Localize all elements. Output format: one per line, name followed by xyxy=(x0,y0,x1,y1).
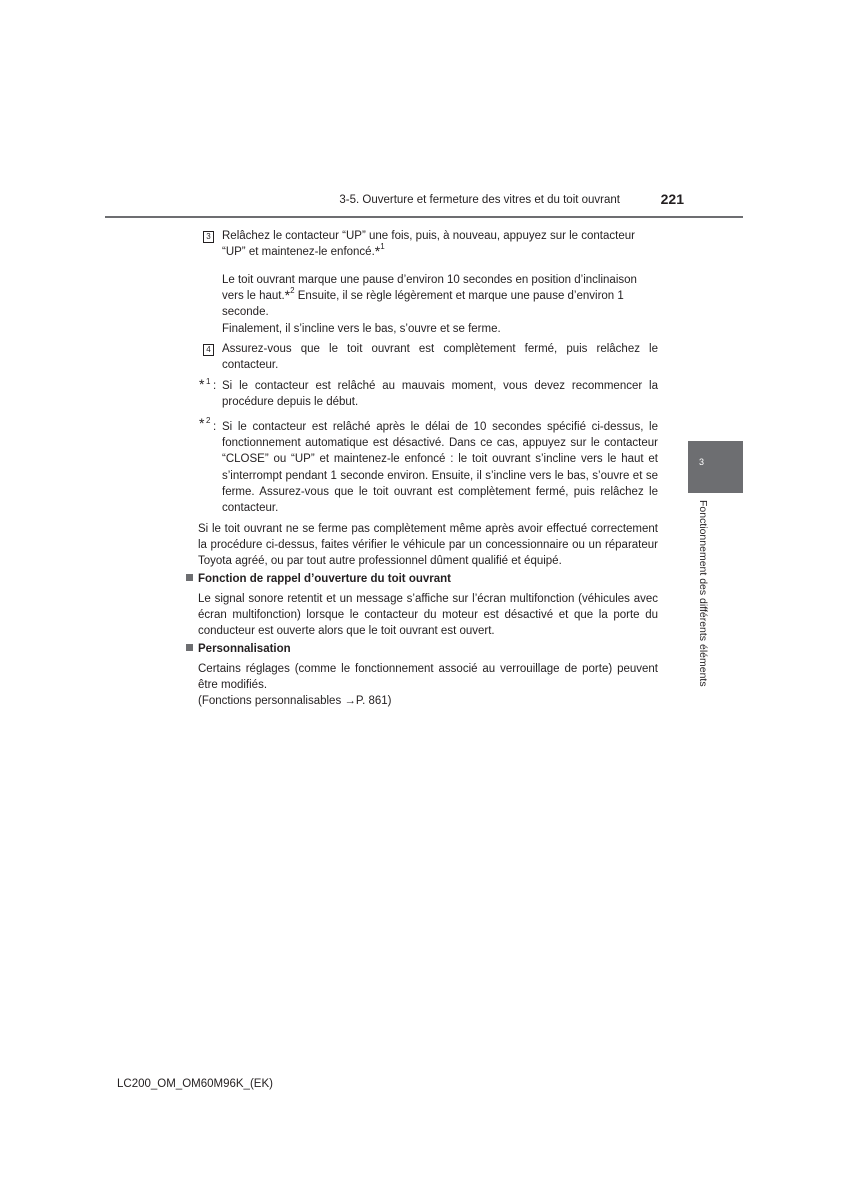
footnote-ref: 2 xyxy=(290,286,295,296)
footnote-star: * xyxy=(374,243,381,260)
footnote-1-text: Si le contacteur est relâché au mauvais moment, vous devez recommencer la procédure depuis le début. xyxy=(222,380,658,409)
step-3-detail xyxy=(222,272,658,337)
step-4-text: Assurez-vous que le toit ouvrant est complètement fermé, puis relâchez le contacteur. xyxy=(222,343,658,372)
step-3-line-1: Relâchez le contacteur “UP” une fois, puis, à nouveau, appuyez sur le contacteur xyxy=(222,230,635,242)
step-3-line-2: “UP” et maintenez-le enfoncé. xyxy=(222,246,375,259)
footnote-1-marker: 1 xyxy=(206,377,211,386)
section-heading xyxy=(186,643,291,655)
step-3-detail-d: Finalement, il s’incline vers le bas, s’ouvre et se ferme. xyxy=(222,322,501,335)
heading-bullet-icon xyxy=(186,644,193,651)
page-number: 221 xyxy=(660,191,684,207)
step-3-detail-c: seconde. xyxy=(222,306,269,319)
section-body: Le signal sonore retentit et un message s’affiche sur l’écran multifonction (véhicules avec écran multifonction) lorsque le contacteur du moteur est désactivé et que la porte du conducteur est ouverte alors que le toit ouvrant est ouvert. xyxy=(198,593,658,638)
section-heading-text: Fonction de rappel d’ouverture du toit ouvrant xyxy=(198,573,452,585)
section-heading xyxy=(186,573,451,585)
section-heading-text: Personnalisation xyxy=(198,643,291,655)
section-title: 3-5. Ouverture et fermeture des vitres et du toit ouvrant xyxy=(339,194,620,206)
step-number-box: 4 xyxy=(203,344,214,356)
chapter-label: Fonctionnement des différents éléments xyxy=(697,500,709,687)
heading-bullet-icon xyxy=(186,574,193,581)
footnote-star: * xyxy=(199,376,205,392)
step-number-box: 3 xyxy=(203,231,214,243)
step-3-detail-b1: vers le haut. xyxy=(222,290,285,303)
footnote-colon: : xyxy=(213,380,217,392)
document-code: LC200_OM_OM60M96K_(EK) xyxy=(117,1078,273,1090)
footnote-ref: 1 xyxy=(380,242,385,252)
footnote-star: * xyxy=(284,287,291,304)
arrow-right-icon: → xyxy=(344,695,356,708)
footnote-star: * xyxy=(199,415,205,431)
section-body-text: Certains réglages (comme le fonctionnement associé au verrouillage de porte) peuvent être modifiés. xyxy=(198,663,658,692)
cross-reference-page: P. 861) xyxy=(355,695,392,708)
footnote-2-text: Si le contacteur est relâché après le délai de 10 secondes spécifié ci-dessus, le fonctionnement automatique est désactivé. Dans ce cas, appuyez sur le contacteur “CLOSE” ou “UP” et maintenez-le enfoncé : le toit ouvrant s’incline vers le haut et s’interrompt pendant 1 seconde environ. Ensuite, il s’incline vers le bas, s’ouvre et se ferme. Assurez-vous que le toit ouvrant est complètement fermé, puis relâchez le contacteur. xyxy=(222,421,658,515)
section-body xyxy=(198,661,658,710)
header-divider xyxy=(105,216,743,218)
chapter-tab xyxy=(688,441,743,493)
body-paragraph: Si le toit ouvrant ne se ferme pas complètement même après avoir effectué correctement la procédure ci-dessus, faites vérifier le véhicule par un concessionnaire ou un réparateur Toyota agréé, ou par tout autre professionnel dûment qualifié et équipé. xyxy=(198,523,658,568)
chapter-tab-number: 3 xyxy=(699,457,705,467)
cross-reference-prefix: (Fonctions personnalisables xyxy=(198,695,345,708)
cross-reference[interactable] xyxy=(198,695,392,707)
footnote-2-marker: 2 xyxy=(206,416,211,425)
step-3-detail-b2: Ensuite, il se règle légèrement et marque une pause d’environ 1 xyxy=(294,290,624,303)
step-3-detail-a: Le toit ouvrant marque une pause d’environ 10 secondes en position d’inclinaison xyxy=(222,274,637,286)
footnote-colon: : xyxy=(213,421,217,433)
step-3-text xyxy=(222,228,658,260)
